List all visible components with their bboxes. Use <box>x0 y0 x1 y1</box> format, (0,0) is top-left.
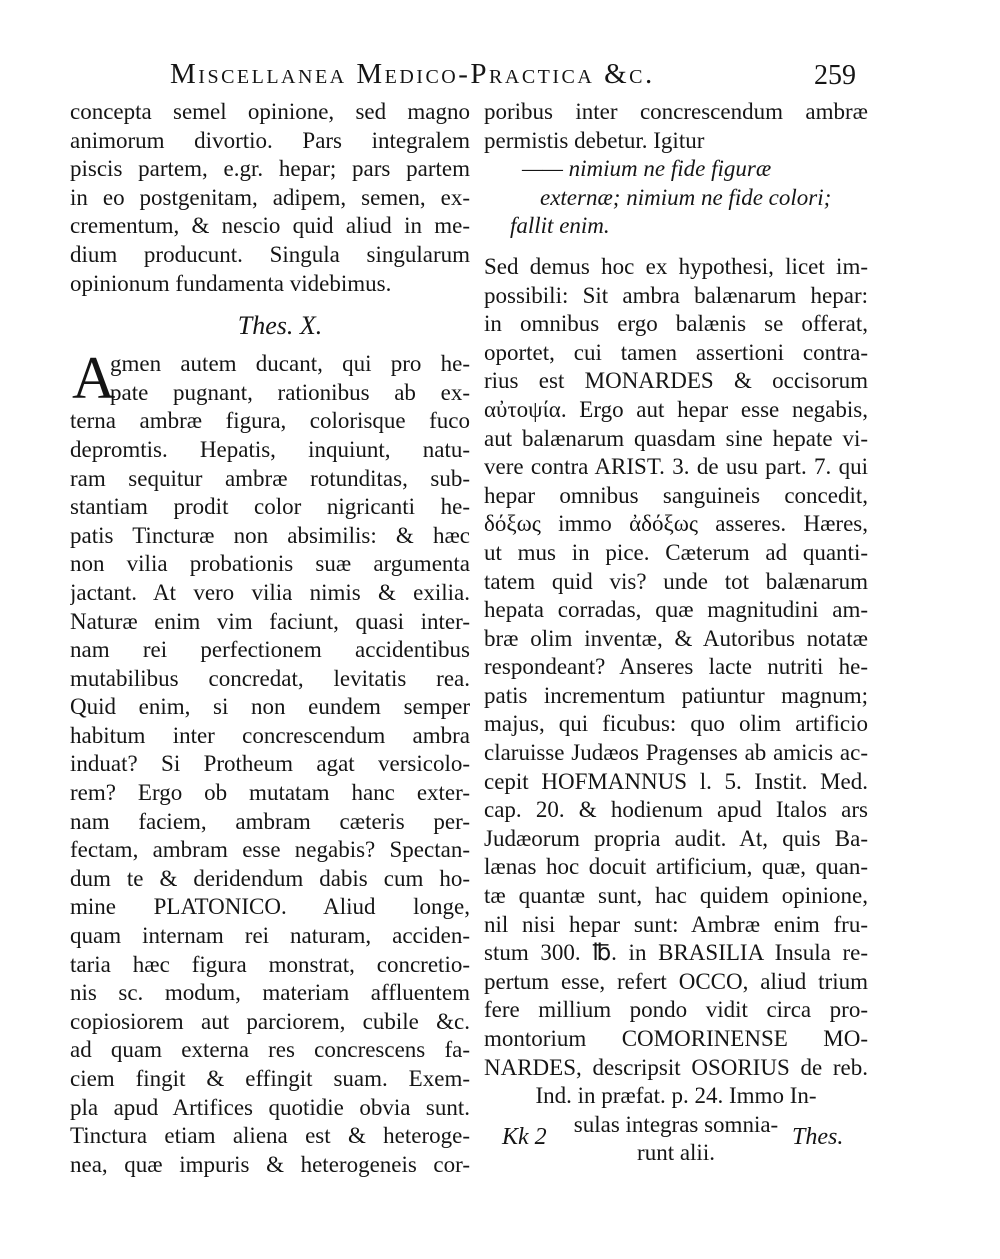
text-line: lænas hoc docuit artificium, quæ, quan- <box>484 854 868 880</box>
text-line: ad quam externa res concrescens fa- <box>70 1037 470 1063</box>
text-line: stantiam prodit color nigricanti he- <box>70 494 470 520</box>
text-line: stum 300. ℔. in BRASILIA Insula re- <box>484 940 868 966</box>
text-line: terna ambræ figura, colorisque fuco <box>70 408 470 434</box>
paragraph-gap <box>484 241 868 253</box>
text-line: piscis partem, e.gr. hepar; pars partem <box>70 156 470 182</box>
text-line: respondeant? Anseres lacte nutriti he- <box>484 654 868 680</box>
text-line: gmen autem ducant, qui pro he- <box>110 351 470 377</box>
text-line: taria hæc figura monstrat, concretio- <box>70 951 470 977</box>
text-line: pate pugnant, rationibus ab ex- <box>110 379 470 405</box>
text-line: pertum esse, refert OCCO, aliud trium <box>484 968 868 994</box>
text-line: possibili: Sit ambra balænarum hepar: <box>484 282 868 308</box>
text-line: Tinctura etiam aliena est & heteroge- <box>70 1123 470 1149</box>
text-line: nil nisi hepar sunt: Ambræ enim fru- <box>484 911 868 937</box>
text-line: hepata corradas, quæ magnitudini am- <box>484 597 868 623</box>
text-line: depromtis. Hepatis, inquiunt, natu- <box>70 436 470 462</box>
text-line: cap. 20. & hodienum apud Italos ars <box>484 797 868 823</box>
verse-line: externæ; nimium ne fide colori; <box>540 184 832 210</box>
verse-quotation <box>484 155 868 241</box>
page-number: 259 <box>814 60 856 91</box>
text-line: bræ olim inventæ, & Autoribus notatæ <box>484 625 868 651</box>
text-line: patis incrementum patiuntur magnum; <box>484 682 868 708</box>
text-line: ram sequitur ambræ rotunditas, sub- <box>70 465 470 491</box>
text-line: dum te & deridendum dabis cum ho- <box>70 865 470 891</box>
text-line: copiosiorem aut parciorem, cubile &c. <box>70 1008 470 1034</box>
right-paragraph-2 <box>484 253 868 1168</box>
text-line: Ind. in præfat. p. 24. Immo In- <box>535 1083 817 1109</box>
text-line: tæ quantæ sunt, hac quidem opinione, <box>484 883 868 909</box>
text-line: aut balænarum quasdam sine hepate vi- <box>484 425 868 451</box>
text-line: ut mus in pice. Cæterum ad quanti- <box>484 539 868 565</box>
verse-line: —— nimium ne fide figuræ <box>522 156 772 182</box>
text-line: ciem fingit & effingit suam. Exem- <box>70 1066 470 1091</box>
text-line: induat? Si Protheum agat versicolo- <box>70 751 470 777</box>
text-line: in omnibus ergo balænis se offerat, <box>484 311 868 337</box>
signature-mark: Kk 2 <box>502 1124 547 1150</box>
text-line: rem? Ergo ob mutatam hanc exter- <box>70 780 470 806</box>
left-text-column <box>70 98 470 1179</box>
text-line: opinionum fundamenta videbimus. <box>70 270 392 296</box>
text-line: crementum, & nescio quid aliud in me- <box>70 213 470 239</box>
drop-cap: A <box>72 345 116 412</box>
text-line: fectam, ambram esse negabis? Spectan- <box>70 837 470 863</box>
text-line: patis Tincturæ non absimilis: & hæc <box>70 522 470 548</box>
text-line: hepar omnibus sanguineis concedit, <box>484 482 868 508</box>
text-line: habitum inter concrescendum ambra <box>70 722 470 748</box>
text-line: rius est MONARDES & occisorum <box>484 368 868 394</box>
text-line: Judæorum propria audit. At, quis Ba- <box>484 825 868 851</box>
text-line: runt alii. <box>637 1140 715 1166</box>
text-line: NARDES, descripsit OSORIUS de reb. <box>484 1054 868 1080</box>
text-line: in eo postgenitam, adipem, semen, ex- <box>70 184 470 210</box>
text-line: montorium COMORINENSE MO- <box>484 1026 868 1051</box>
text-line: dium producunt. Singula singularum <box>70 241 470 267</box>
running-title: Miscellanea Medico-Practica &c. <box>170 58 655 90</box>
text-line: Quid enim, si non eundem semper <box>70 694 470 720</box>
text-line: tatem quid vis? unde tot balænarum <box>484 568 868 594</box>
text-line: Sed demus hoc ex hypothesi, licet im- <box>484 253 868 279</box>
text-line: sulas integras somnia- <box>573 1111 779 1137</box>
text-line: nis sc. modum, materiam affluentem <box>70 980 470 1006</box>
text-line: concepta semel opinione, sed magno <box>70 99 470 124</box>
text-line: animorum divortio. Pars integralem <box>70 127 470 153</box>
text-line: majus, qui ficubus: quo olim artificio <box>484 711 868 737</box>
text-line: fere millium pondo vidit circa pro- <box>484 997 868 1023</box>
text-line: nam faciem, ambram cæteris per- <box>70 808 470 834</box>
text-line: non vilia probationis suæ argumenta <box>70 551 470 577</box>
text-line: permistis debetur. Igitur <box>484 127 705 153</box>
text-line: mutabilibus concredat, levitatis rea. <box>70 665 470 691</box>
text-line: cepit HOFMANNUS l. 5. Instit. Med. <box>484 768 868 794</box>
text-line: claruisse Judæos Pragenses ab amicis ac- <box>484 740 868 766</box>
verse-line: fallit enim. <box>510 213 610 239</box>
text-line: Naturæ enim vim faciunt, quasi inter- <box>70 608 470 634</box>
text-line: mine PLATONICO. Aliud longe, <box>70 894 470 920</box>
text-line: oportet, cui tamen assertioni contra- <box>484 339 868 365</box>
text-line: quam internam rei naturam, acciden- <box>70 923 470 949</box>
text-line: jactant. At vero vilia nimis & exilia. <box>70 579 470 605</box>
right-text-column <box>484 98 868 1168</box>
left-paragraph-1 <box>70 98 470 298</box>
right-paragraph-1 <box>484 98 868 155</box>
text-line: poribus inter concrescendum ambræ <box>484 99 868 124</box>
section-heading: Thes. X. <box>237 311 323 341</box>
text-line: nea, quæ impuris & heterogeneis cor- <box>70 1151 470 1177</box>
text-line: pla apud Artifices quotidie obvia sunt. <box>70 1094 470 1120</box>
text-line: αὐτοψία. Ergo aut hepar esse negabis, <box>484 396 868 422</box>
left-paragraph-2 <box>70 345 470 1179</box>
text-line: δόξως immo ἀδόξως asseres. Hæres, <box>484 511 868 537</box>
text-line: vere contra ARIST. 3. de usu part. 7. qui <box>484 454 868 480</box>
catchword: Thes. <box>792 1124 844 1150</box>
text-line: nam rei perfectionem accidentibus <box>70 637 470 663</box>
